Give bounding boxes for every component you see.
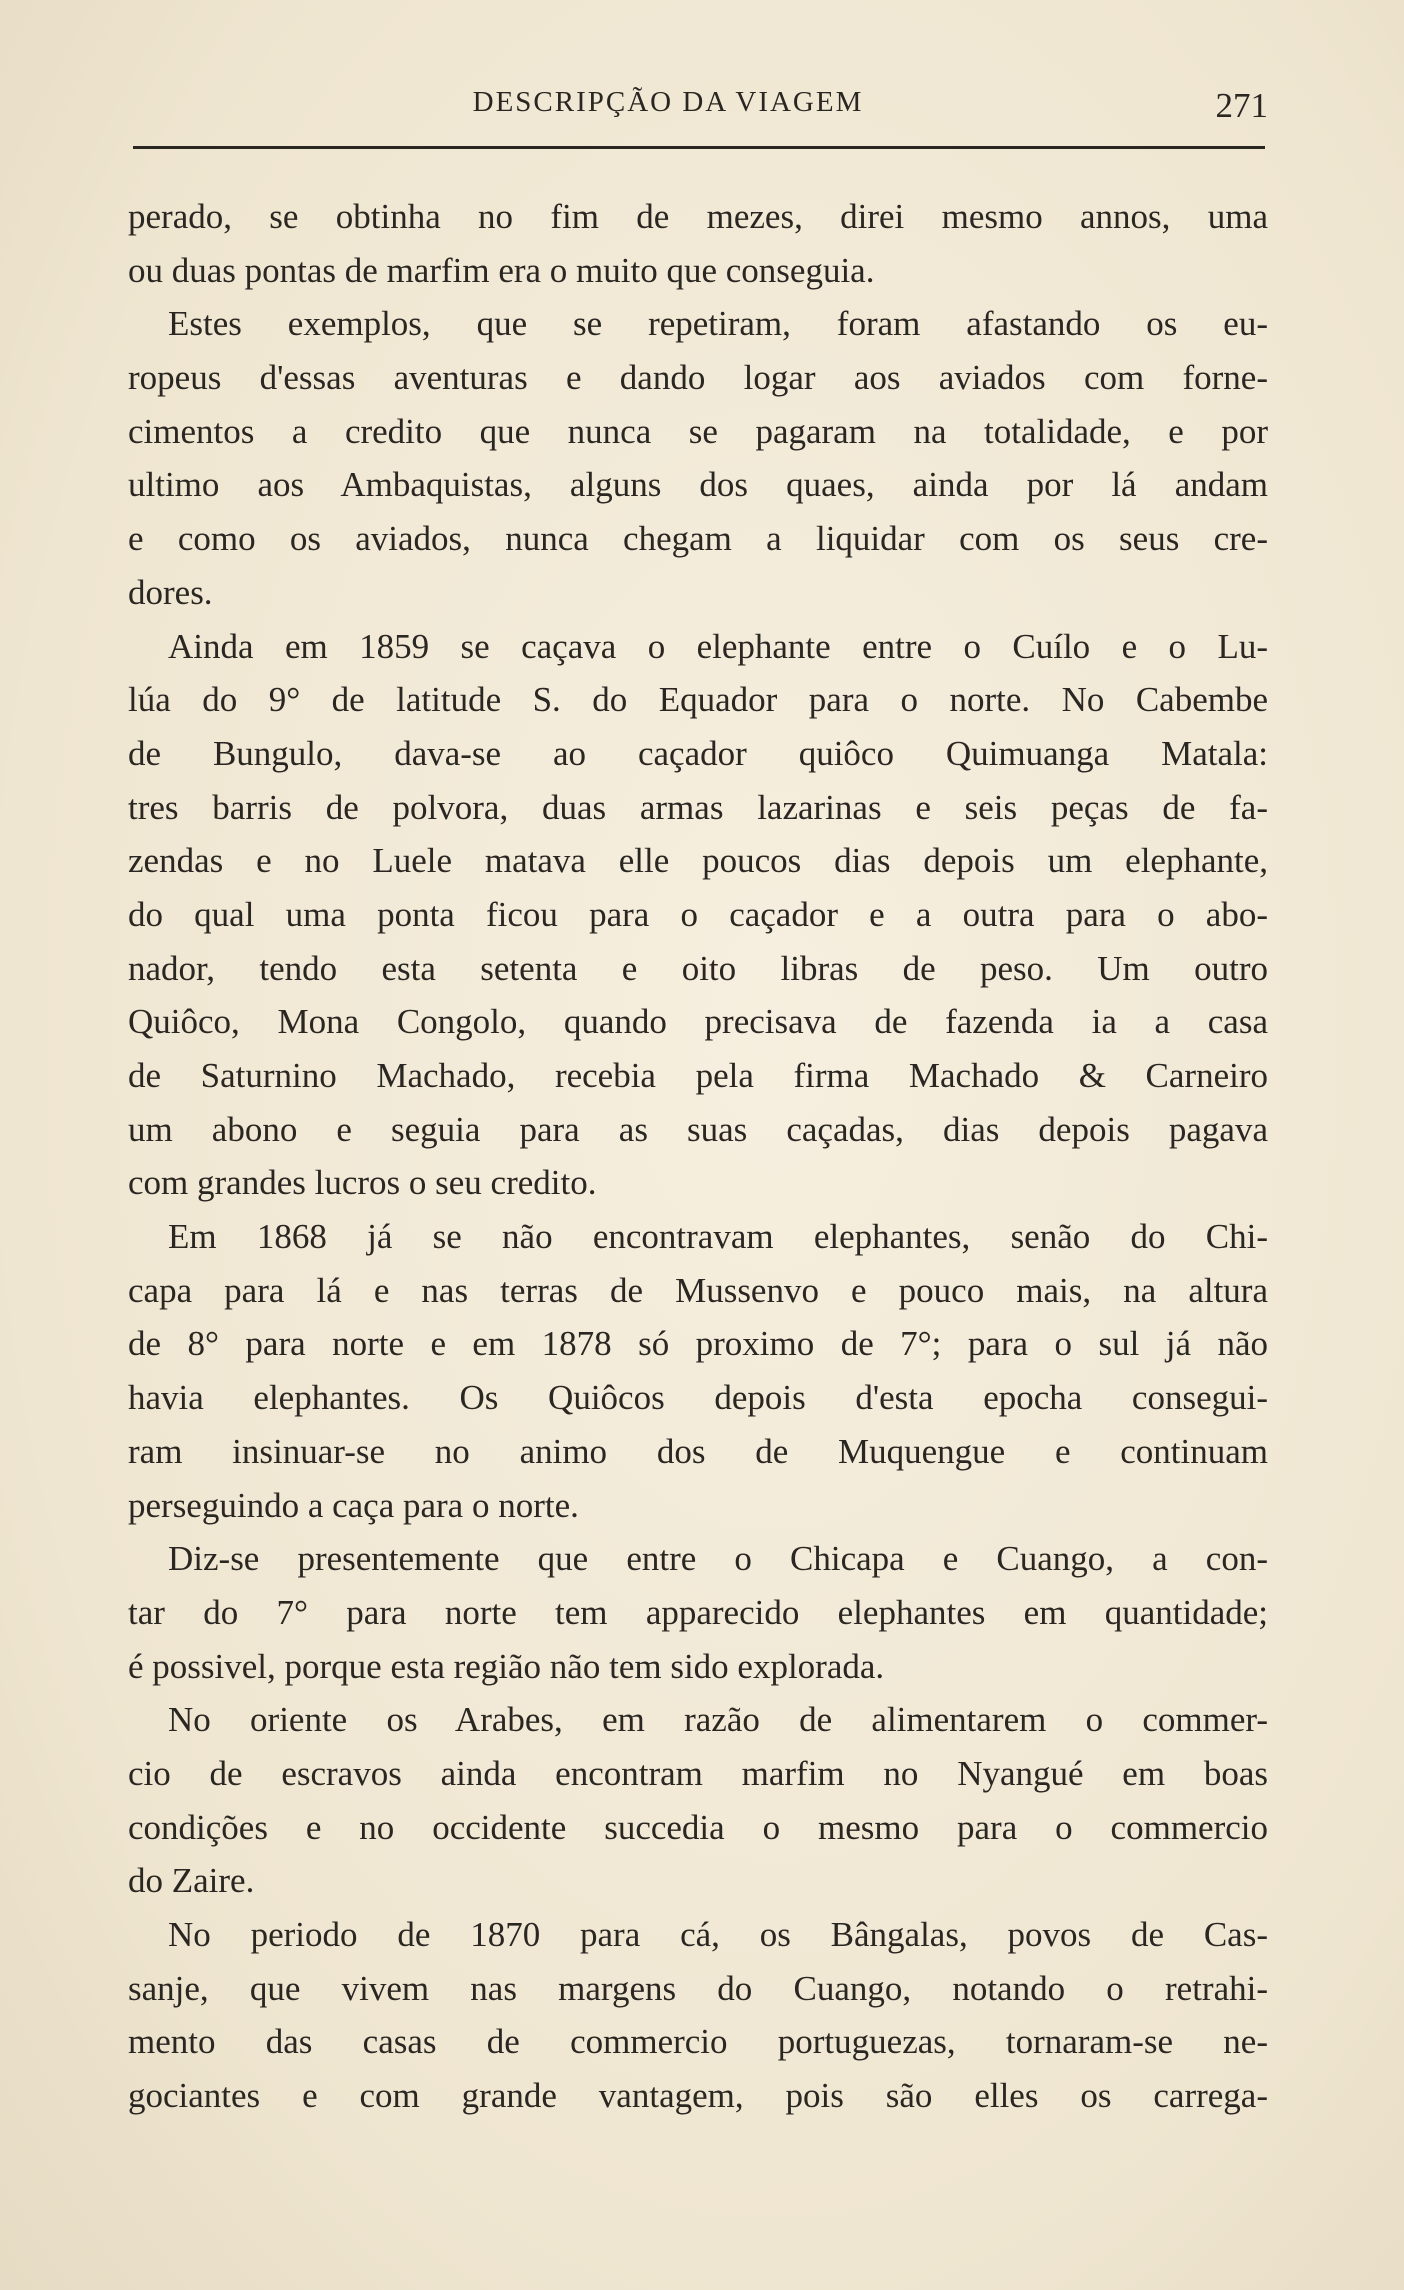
body-text	[128, 190, 1268, 2123]
text-line: Quiôco, Mona Congolo, quando precisava de fazenda ia a casa	[128, 1002, 1268, 1042]
text-line: ropeus d'essas aventuras e dando logar aos aviados com forne-	[128, 358, 1268, 398]
text-line: capa para lá e nas terras de Mussenvo e pouco mais, na altura	[128, 1270, 1268, 1310]
text-line: Estes exemplos, que se repetiram, foram afastando os eu-	[168, 304, 1268, 344]
text-line: de Bungulo, dava-se ao caçador quiôco Quimuanga Matala:	[128, 733, 1268, 773]
text-line: do qual uma ponta ficou para o caçador e a outra para o abo-	[128, 894, 1268, 934]
text-line: de Saturnino Machado, recebia pela firma Machado & Carneiro	[128, 1056, 1268, 1095]
text-line: do Zaire.	[128, 1861, 255, 1901]
text-line: tres barris de polvora, duas armas lazarinas e seis peças de fa-	[128, 787, 1268, 827]
text-line: dores.	[128, 572, 213, 612]
text-line: ultimo aos Ambaquistas, alguns dos quaes, ainda por lá andam	[128, 465, 1268, 505]
running-head: DESCRIPÇÃO DA VIAGEM	[472, 86, 864, 118]
text-line: No oriente os Arabes, em razão de alimentarem o commer-	[168, 1700, 1268, 1740]
text-line: mento das casas de commercio portuguezas, tornaram-se ne-	[128, 2022, 1268, 2062]
text-line: cio de escravos ainda encontram marfim no Nyangué em boas	[128, 1753, 1268, 1793]
text-line: perado, se obtinha no fim de mezes, direi mesmo annos, uma	[128, 197, 1268, 236]
text-line: é possivel, porque esta região não tem sido explorada.	[128, 1646, 885, 1686]
text-line: Ainda em 1859 se caçava o elephante entre o Cuílo e o Lu-	[168, 626, 1268, 666]
text-line: tar do 7° para norte tem apparecido elephantes em quantidade;	[128, 1592, 1268, 1632]
text-line: zendas e no Luele matava elle poucos dias depois um elephante,	[128, 841, 1268, 881]
text-line: lúa do 9° de latitude S. do Equador para o norte. No Cabembe	[128, 680, 1268, 720]
text-line: cimentos a credito que nunca se pagaram na totalidade, e por	[128, 411, 1268, 451]
text-line: Diz-se presentemente que entre o Chicapa e Cuango, a con-	[168, 1539, 1268, 1579]
text-line: um abono e seguia para as suas caçadas, dias depois pagava	[128, 1109, 1268, 1149]
text-line: Em 1868 já se não encontravam elephantes, senão do Chi-	[168, 1217, 1268, 1257]
text-line: ram insinuar-se no animo dos de Muquengue e continuam	[128, 1431, 1268, 1471]
text-line: ou duas pontas de marfim era o muito que conseguia.	[128, 250, 875, 290]
text-line: perseguindo a caça para o norte.	[128, 1485, 579, 1525]
text-line: havia elephantes. Os Quiôcos depois d'esta epocha consegui-	[128, 1378, 1268, 1418]
text-line: com grandes lucros o seu credito.	[128, 1163, 597, 1203]
text-line: de 8° para norte e em 1878 só proximo de 7°; para o sul já não	[128, 1324, 1268, 1364]
page-header	[128, 86, 1268, 136]
text-line: nador, tendo esta setenta e oito libras de peso. Um outro	[128, 948, 1268, 988]
header-rule	[133, 146, 1265, 149]
text-line: condições e no occidente succedia o mesmo para o commercio	[128, 1807, 1268, 1847]
text-line: gociantes e com grande vantagem, pois são elles os carrega-	[128, 2076, 1268, 2116]
text-line: No periodo de 1870 para cá, os Bângalas, povos de Cas-	[168, 1915, 1268, 1954]
text-line: e como os aviados, nunca chegam a liquidar com os seus cre-	[128, 519, 1268, 559]
text-line: sanje, que vivem nas margens do Cuango, notando o retrahi-	[128, 1968, 1268, 2008]
page-number: 271	[1215, 86, 1268, 125]
